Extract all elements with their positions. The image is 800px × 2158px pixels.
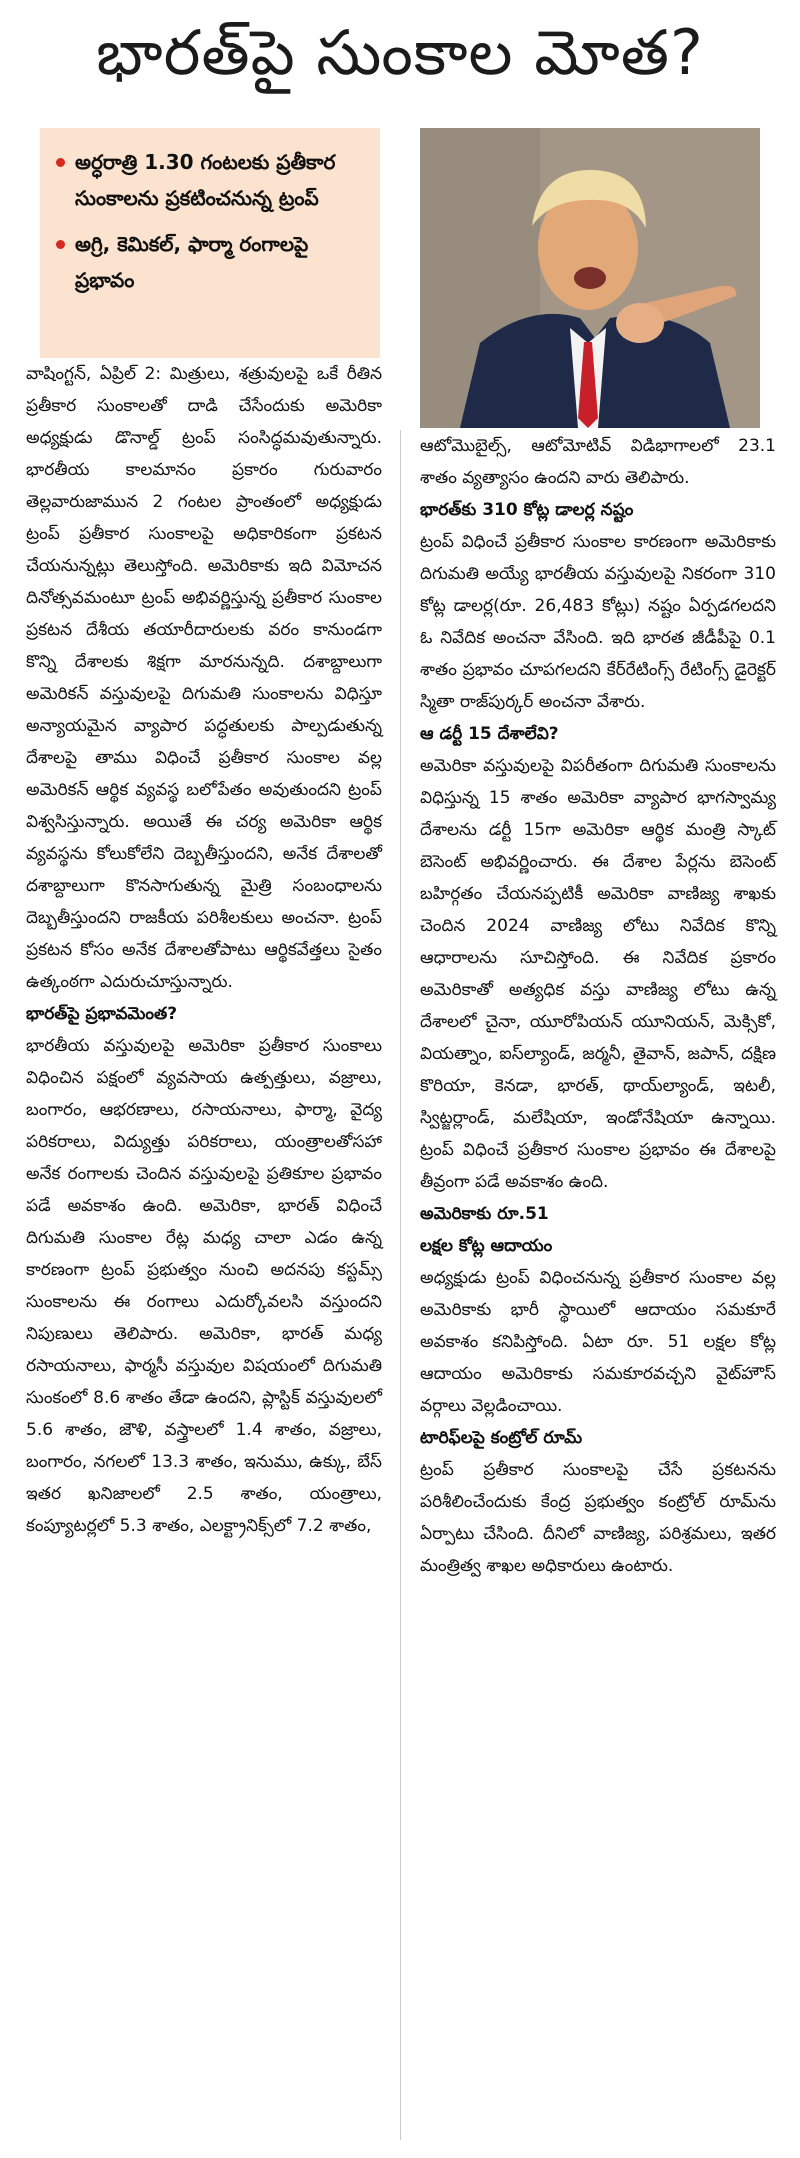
article-paragraph: భారతీయ వస్తువులపై అమెరికా ప్రతీకార సుంకాలు విధించిన పక్షంలో వ్యవసాయ ఉత్పత్తులు, వజ్రాలు, బంగారం, ఆభరణాలు, రసాయనాలు, ఫార్మా, వైద్య పరికరాలు, విద్యుత్తు పరికరాలు, యంత్రాలతోసహా అనేక రంగాలకు చెందిన వస్తువులపై ప్రతికూల ప్రభావం పడే అవకాశం ఉంది. అమెరికా, భారత్ విధించే దిగుమతి సుంకాల రేట్ల మధ్య చాలా ఎడం ఉన్న కారణంగా ట్రంప్ ప్రభుత్వం నుంచి అదనపు కస్టమ్స్ సుంకాలను ఈ రంగాలు ఎదుర్కోవలసి వస్తుందని నిపుణులు తెలిపారు. అమెరికా, భారత్ మధ్య రసాయనాలు, ఫార్మసీ వస్తువుల విషయంలో దిగుమతి సుంకంలో 8.6 శాతం తేడా ఉందని, ప్లాస్టిక్ వస్తువులలో 5.6 శాతం, జౌళి, వస్త్రాలలో 1.4 శాతం, వజ్రాలు, బంగారం, నగలలో 13.3 శాతం, ఇనుము, ఉక్కు, బేస్ ఇతర ఖనిజాలలో 2.5 శాతం, యంత్రాలు, కంప్యూటర్లలో 5.3 శాతం, ఎలక్ట్రానిక్స్‌లో 7.2 శాతం,	[26, 1036, 382, 1536]
headline: భారత్‌పై సుంకాల మోత?	[96, 16, 704, 89]
bullet-icon	[56, 158, 65, 167]
subheading: భారత్‌కు 310 కోట్ల డాలర్ల నష్టం	[420, 500, 634, 520]
article-paragraph: ట్రంప్ విధించే ప్రతీకార సుంకాల కారణంగా అమెరికాకు దిగుమతి అయ్యే భారతీయ వస్తువులపై నికరంగా 310 కోట్ల డాలర్ల(రూ. 26,483 కోట్లు) నష్టం ఏర్పడగలదని ఓ నివేదిక అంచనా వేసింది. ఇది భారత జీడీపీపై 0.1 శాతం ప్రభావం చూపగలదని కేర్‌రేటింగ్స్ రేటింగ్స్ డైరెక్టర్ స్మితా రాజ్‌పుర్కర్ అంచనా వేశారు.	[420, 532, 776, 712]
article-paragraph: ఆటోమొబైల్స్, ఆటోమోటివ్ విడిభాగాలలో 23.1 శాతం వ్యత్యాసం ఉందని వారు తెలిపారు.	[420, 436, 776, 488]
highlight-text: అర్ధరాత్రి 1.30 గంటలకు ప్రతీకార సుంకాలను ప్రకటించనున్న ట్రంప్	[75, 150, 336, 210]
person-photo	[420, 128, 760, 428]
subheading: అమెరికాకు రూ.51	[420, 1204, 549, 1224]
article-paragraph: ట్రంప్ ప్రతీకార సుంకాలపై చేసే ప్రకటనను పరిశీలించేందుకు కేంద్ర ప్రభుత్వం కంట్రోల్ రూమ్‌ను ఏర్పాటు చేసింది. దీనిలో వాణిజ్య, పరిశ్రమలు, ఇతర మంత్రిత్వ శాఖల అధికారులు ఉంటారు.	[420, 1460, 776, 1576]
subheading: టారిఫ్‌లపై కంట్రోల్ రూమ్	[420, 1428, 583, 1448]
article-paragraph: అధ్యక్షుడు ట్రంప్ విధించనున్న ప్రతీకార సుంకాల వల్ల అమెరికాకు భారీ స్థాయిలో ఆదాయం సమకూరే అవకాశం కనిపిస్తోంది. ఏటా రూ. 51 లక్షల కోట్ల ఆదాయం అమెరికాకు సమకూరవచ్చని వైట్‌హౌస్ వర్గాలు వెల్లడించాయి.	[420, 1268, 776, 1416]
highlight-item	[54, 144, 366, 216]
column-divider	[400, 430, 401, 2140]
highlights-box	[40, 128, 380, 358]
bullet-icon	[56, 240, 65, 249]
subheading: లక్షల కోట్ల ఆదాయం	[420, 1236, 553, 1256]
person-photo-icon	[420, 128, 760, 428]
article-paragraph: వాషింగ్టన్, ఏప్రిల్ 2: మిత్రులు, శత్రువులపై ఒకే రీతిన ప్రతీకార సుంకాలతో దాడి చేసేందుకు అమెరికా అధ్యక్షుడు డొనాల్డ్ ట్రంప్ సంసిద్ధమవుతున్నారు. భారతీయ కాలమానం ప్రకారం గురువారం తెల్లవారుజామున 2 గంటల ప్రాంతంలో అధ్యక్షుడు ట్రంప్ ప్రతీకార సుంకాలపై అధికారికంగా ప్రకటన చేయనున్నట్లు తెలుస్తోంది. అమెరికాకు ఇది విమోచన దినోత్సవమంటూ ట్రంప్ అభివర్ణిస్తున్న ప్రతీకార సుంకాల ప్రకటన దేశీయ తయారీదారులకు వరం కానుండగా కొన్ని దేశాలకు శిక్షగా మారనున్నది. దశాబ్దాలుగా అమెరికన్ వస్తువులపై దిగుమతి సుంకాలను విధిస్తూ అన్యాయమైన వ్యాపార పద్ధతులకు పాల్పడుతున్న దేశాలపై తాము విధించే ప్రతీకార సుంకాల వల్ల అమెరికన్ ఆర్థిక వ్యవస్థ బలోపేతం అవుతుందని ట్రంప్ విశ్వసిస్తున్నారు. అయితే ఈ చర్య అమెరికా ఆర్థిక వ్యవస్థను కోలుకోలేని దెబ్బతీస్తుందని, అనేక దేశాలతో దశాబ్దాలుగా కొనసాగుతున్న మైత్రి సంబంధాలను దెబ్బతీస్తుందని రాజకీయ పరిశీలకులు అంచనా. ట్రంప్ ప్రకటన కోసం అనేక దేశాలతోపాటు ఆర్థికవేత్తలు సైతం ఉత్కంఠగా ఎదురుచూస్తున్నారు.	[26, 364, 382, 992]
left-column	[26, 358, 382, 1542]
highlight-text: అగ్రి, కెమికల్, ఫార్మా రంగాలపై ప్రభావం	[75, 232, 309, 292]
highlight-item	[54, 226, 366, 298]
article-paragraph: అమెరికా వస్తువులపై విపరీతంగా దిగుమతి సుంకాలను విధిస్తున్న 15 శాతం అమెరికా వ్యాపార భాగస్వామ్య దేశాలను డర్టీ 15గా అమెరికా ఆర్థిక మంత్రి స్కాట్ బెసెంట్ అభివర్ణించారు. ఈ దేశాల పేర్లను బెసెంట్ బహిర్గతం చేయనప్పటికీ అమెరికా వాణిజ్య శాఖకు చెందిన 2024 వాణిజ్య లోటు నివేదిక కొన్ని ఆధారాలను సూచిస్తోంది. ఈ నివేదిక ప్రకారం అమెరికాతో అత్యధిక వస్తు వాణిజ్య లోటు ఉన్న దేశాలలో చైనా, యూరోపియన్ యూనియన్, మెక్సికో, వియత్నాం, ఐస్‌ల్యాండ్, జర్మనీ, తైవాన్, జపాన్, దక్షిణ కొరియా, కెనడా, భారత్, థాయ్‌ల్యాండ్, ఇటలీ, స్విట్జర్లాండ్, మలేషియా, ఇండోనేషియా ఉన్నాయి. ట్రంప్ విధించే ప్రతీకార సుంకాల ప్రభావం ఈ దేశాలపై తీవ్రంగా పడే అవకాశం ఉంది.	[420, 756, 776, 1192]
subheading: భారత్‌పై ప్రభావమెంత?	[26, 1004, 178, 1024]
subheading: ఆ డర్టీ 15 దేశాలేవి?	[420, 724, 559, 744]
right-column	[420, 430, 776, 1582]
